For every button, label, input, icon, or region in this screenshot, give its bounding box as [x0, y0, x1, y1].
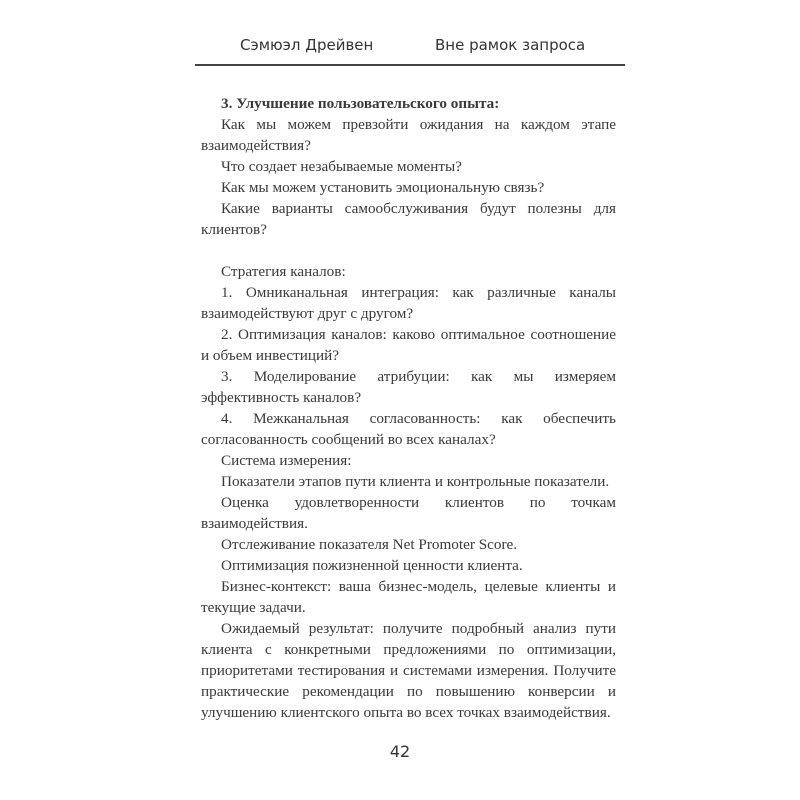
page-body	[201, 93, 616, 723]
paragraph: Стратегия каналов:	[221, 263, 346, 280]
paragraph: Система измерения:	[221, 452, 352, 469]
paragraph: Какие варианты самообслуживания будут полезны для клиентов?	[201, 200, 616, 238]
header-author: Сэмюэл Дрейвен	[240, 36, 374, 54]
running-header	[195, 30, 625, 66]
paragraph: 1. Омниканальная интеграция: как различные каналы взаимодействуют друг с другом?	[201, 284, 616, 322]
paragraph: Ожидаемый результат: получите подробный анализ пути клиента с конкретными предложениями по оптимизации, приоритетами тестирования и системами измерения. Получите практические рекомендации по повышению конверсии и улучшению клиентского опыта во всех точках взаимодействия.	[201, 620, 616, 721]
paragraph: 4. Межканальная согласованность: как обеспечить согласованность сообщений во всех каналах?	[201, 410, 616, 448]
paragraph: Как мы можем установить эмоциональную связь?	[221, 179, 545, 196]
section-heading: 3. Улучшение пользовательского опыта:	[221, 95, 500, 112]
paragraph: Оптимизация пожизненной ценности клиента.	[221, 557, 523, 574]
paragraph: Что создает незабываемые моменты?	[221, 158, 462, 175]
paragraph: Оценка удовлетворенности клиентов по точкам взаимодействия.	[201, 494, 616, 532]
header-book-title: Вне рамок запроса	[435, 36, 586, 54]
paragraph: Показатели этапов пути клиента и контрольные показатели.	[221, 473, 610, 490]
paragraph: Как мы можем превзойти ожидания на каждом этапе взаимодействия?	[201, 116, 616, 154]
header-divider	[195, 64, 625, 66]
paragraph: 3. Моделирование атрибуции: как мы измеряем эффективность каналов?	[201, 368, 616, 406]
page-number: 42	[389, 742, 411, 761]
paragraph: Отслеживание показателя Net Promoter Score.	[221, 536, 518, 553]
paragraph: Бизнес-контекст: ваша бизнес-модель, целевые клиенты и текущие задачи.	[201, 578, 616, 616]
paragraph-gap	[201, 240, 616, 261]
paragraph: 2. Оптимизация каналов: каково оптимальное соотношение и объем инвестиций?	[201, 326, 616, 364]
